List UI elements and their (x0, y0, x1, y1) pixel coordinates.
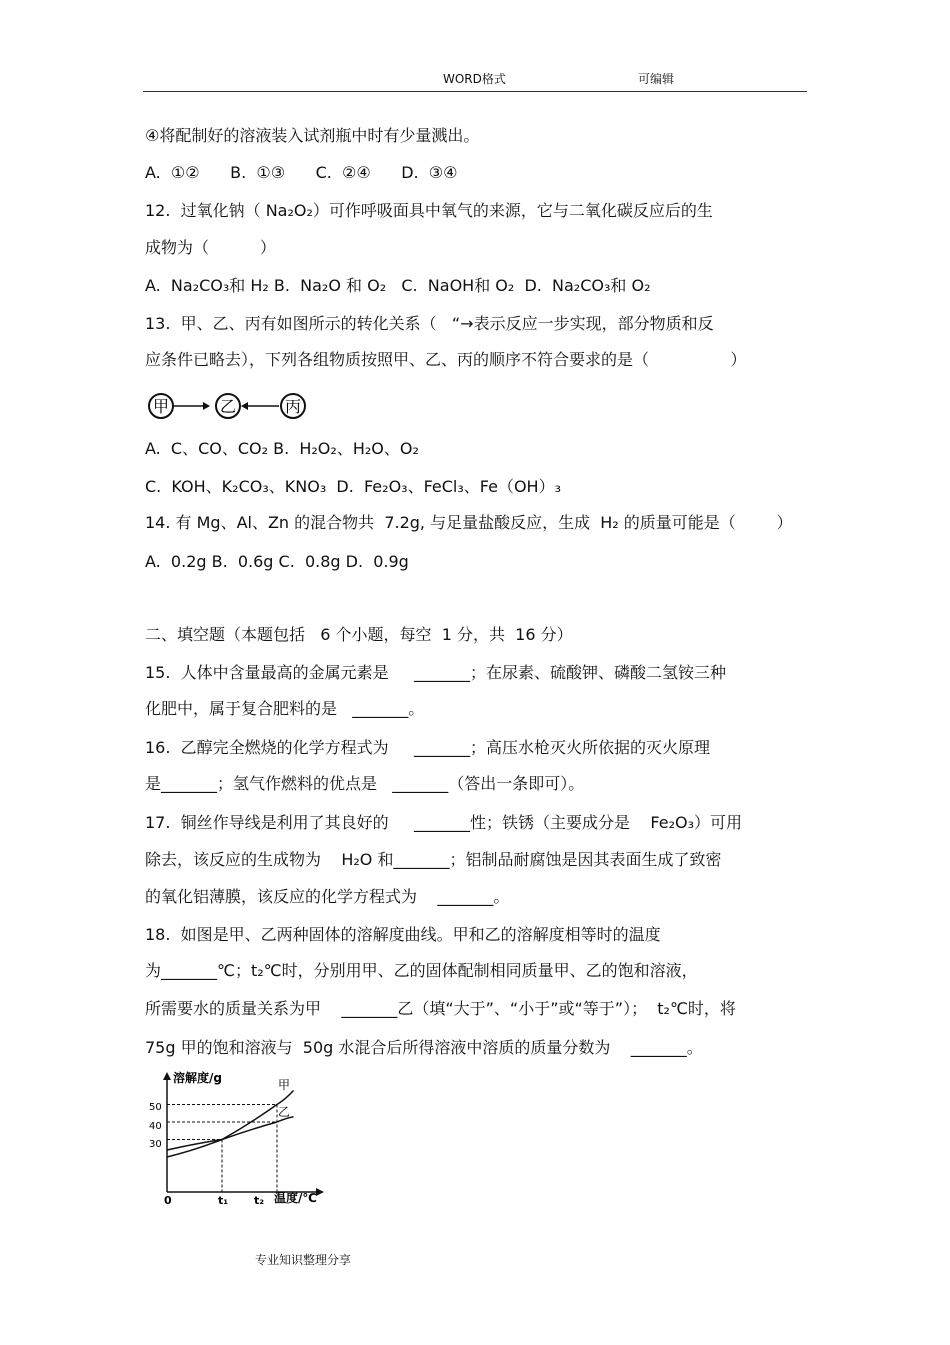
y-axis-arrow (163, 1072, 171, 1080)
text-line: 化肥中，属于复合肥料的是 _______。 (145, 699, 425, 718)
question-15: 15. 人体中含量最高的金属元素是 _______；在尿素、硫酸钾、磷酸二氢铵三种 (145, 663, 727, 682)
series-label-yi: 乙 (278, 1105, 291, 1119)
text-line: A. C、CO、CO₂ B. H₂O₂、H₂O、O₂ (145, 439, 419, 458)
y-tick-40: 40 (149, 1121, 162, 1132)
node-b: 乙 (219, 397, 237, 416)
question-14: 14. 有 Mg、Al、Zn 的混合物共 7.2g, 与足量盐酸反应，生成 H₂ 的质量可能是（ ） (145, 513, 793, 532)
x-axis-label: 温度/℃ (274, 1191, 317, 1205)
header-divider (143, 91, 807, 92)
y-tick-30: 30 (149, 1139, 162, 1150)
text-line: A. ①② B. ①③ C. ②④ D. ③④ (145, 163, 458, 182)
text-line: 应条件已略去），下列各组物质按照甲、乙、丙的顺序不符合要求的是（ ） (145, 350, 747, 369)
text-line: 为_______℃；t₂℃时，分别用甲、乙的固体配制相同质量甲、乙的饱和溶液， (145, 961, 698, 980)
footer: 专业知识整理分享 (255, 1253, 352, 1267)
y-tick-50: 50 (149, 1102, 162, 1113)
text-line: 所需要水的质量关系为甲 _______乙（填“大于”、“小于”或“等于”）； t₂℃时，将 (145, 999, 736, 1018)
conversion-diagram (148, 388, 308, 424)
text-line: 75g 甲的饱和溶液与 50g 水混合后所得溶液中溶质的质量分数为 _______。 (145, 1038, 703, 1057)
text-line: 成物为（ ） (145, 238, 276, 257)
y-axis-label: 溶解度/g (173, 1071, 222, 1085)
text-line: A. 0.2g B. 0.6g C. 0.8g D. 0.9g (145, 552, 409, 571)
header-left: WORD格式 (443, 72, 506, 86)
text-line: 是_______；氢气作燃料的优点是 _______（答出一条即可）。 (145, 774, 585, 793)
header-right: 可编辑 (638, 72, 675, 86)
arrow-head (203, 402, 210, 410)
x-tick-t1: t₁ (218, 1194, 229, 1207)
text-line: ④将配制好的溶液装入试剂瓶中时有少量溅出。 (145, 126, 480, 145)
x-tick-t2: t₂ (254, 1194, 265, 1207)
text-line: A. Na₂CO₃和 H₂ B. Na₂O 和 O₂ C. NaOH和 O₂ D. Na₂CO₃和 O₂ (145, 276, 651, 295)
text-line: 的氧化铝薄膜，该反应的化学方程式为 _______。 (145, 887, 510, 906)
question-12: 12. 过氧化钠（ Na₂O₂）可作呼吸面具中氧气的来源，它与二氧化碳反应后的生 (145, 201, 713, 220)
text-line: C. KOH、K₂CO₃、KNO₃ D. Fe₂O₃、FeCl₃、Fe（OH）₃ (145, 477, 561, 496)
question-17: 17. 铜丝作导线是利用了其良好的 _______性；铁锈（主要成分是 Fe₂O₃）可用 (145, 813, 742, 832)
question-13: 13. 甲、乙、丙有如图所示的转化关系（ “→表示反应一步实现，部分物质和反 (145, 314, 714, 333)
question-18: 18. 如图是甲、乙两种固体的溶解度曲线。甲和乙的溶解度相等时的温度 (145, 925, 661, 944)
arrow-head (241, 402, 248, 410)
x-axis-arrow (316, 1188, 324, 1196)
node-a: 甲 (152, 397, 170, 416)
solubility-chart (140, 1068, 340, 1213)
section-title: 二、填空题（本题包括 6 个小题，每空 1 分，共 16 分） (145, 625, 573, 644)
node-c: 丙 (284, 397, 302, 416)
text-line: 除去，该反应的生成物为 H₂O 和_______；铝制品耐腐蚀是因其表面生成了致密 (145, 850, 722, 869)
series-label-jia: 甲 (278, 1078, 291, 1092)
series-line-0 (167, 1091, 294, 1158)
question-16: 16. 乙醇完全燃烧的化学方程式为 _______；高压水枪灭火所依据的灭火原理 (145, 738, 711, 757)
x-tick-0: 0 (164, 1194, 172, 1207)
